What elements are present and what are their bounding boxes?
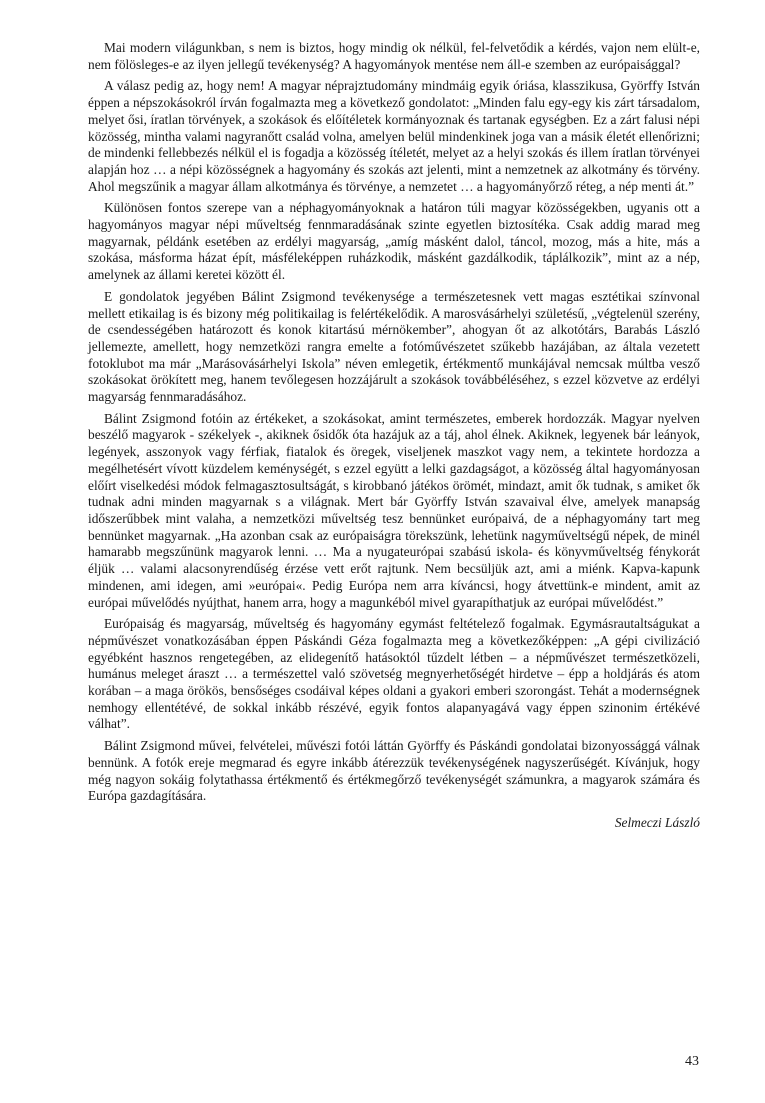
paragraph: E gondolatok jegyében Bálint Zsigmond tevékenysége a természetesnek vett magas esztétikai színvonal mellett etikailag is és bizony még politikailag is felértékelődik. A marosvásárhelyi születésű, „végtelenül szerény, de csendességében határozott és konok kitartású mérnökember”, ahogyan őt az alkotótárs, Barabás László jellemezte, amellett, hogy nemzetközi rangra emelte a fotóművészetet szűkebb hazájában, az általa vezetett fotoklubot ma már „Marásovásárhelyi Iskola” néven emlegetik, értékmentő munkájával nemcsak múltba vesző szokásokat örökített meg, hanem tevőlegesen hozzájárult a szokások továbbéléséhez, s ezzel közvetve az erdélyi magyarság fennmaradásához. — [88, 288, 700, 405]
paragraph: Bálint Zsigmond művei, felvételei, művészi fotói láttán Györffy és Páskándi gondolatai bizonyossággá válnak bennünk. A fotók ereje megmarad és egyre inkább átérezzük tevékenységének nagyszerűségét. Kívánjuk, hogy még nagyon sokáig folytathassa értékmentő és értékmegőrző tevékenységét számunkra, a magyarok számára és Európa gazdagítására. — [88, 738, 700, 804]
paragraph: Európaiság és magyarság, műveltség és hagyomány egymást feltételező fogalmak. Egymásrautaltságukat a népművészet vonatkozásában éppen Páskándi Géza fogalmazta meg a következőképpen: „A gépi civilizáció egyébként hasznos rengetegében, az elidegenítő hatásoktól tűzdelt létben – a népművészet természetközeli, humánus meleget áraszt … a természettel való szövetség megnyerhetőségét hirdetve – épp a holdjárás és atom korában – a maga örökös, bensőséges csodáival képes oldani a gyakori emberi szorongást. Tehát a modernségnek nemhogy ellentétévé, de sokkal inkább részévé, egyik fontos alapanyagává vagy éppen szinonim értékévé válhat”. — [88, 616, 700, 732]
page-number: 43 — [685, 1054, 699, 1069]
paragraph: Különösen fontos szerepe van a néphagyományoknak a határon túli magyar közösségekben, ugyanis ott a hagyományos magyar népi műveltség fennmaradásának szinte egyetlen biztosítéka. Csak addig marad meg magyarnak, példánk esetében az erdélyi magyarság, „amíg másként dalol, táncol, mozog, más a hite, más a szokása, másforma házat épít, másféleképpen ruházkodik, másként gazdálkodik, táplálkozik”, mint az a nép, amelynek az állami keretei között él. — [88, 200, 700, 283]
author-signature: Selmeczi László — [614, 814, 700, 830]
paragraph: Bálint Zsigmond fotóin az értékeket, a szokásokat, amint természetes, emberek hordozzák. Magyar nyelven beszélő magyarok - székelyek -, akiknek ősidők óta hazájuk az a táj, ahol élnek. Akiknek, legyenek bár leányok, legények, asszonyok vagy férfiak, fiatalok és öregek, viseljenek maszkot vagy nem, a tekintete hordozza a megélhetésért vívott küzdelem keménységét, s ezzel együtt a lelki gazdagságot, a közösség által hagyományosan előírt viselkedési módok felmagasztosultságát, s kirobbanó játékos örömét, mindazt, amit ők tudnak, s amiket ők tudnak adni minden magyarnak s a világnak. Mert bár Györffy István szavaival élve, amelyek manapság időszerűbbek mint valaha, a nemzetközi műveltség tesz bennünket európaivá, de a néphagyomány tart meg bennünket magyarnak. „Ha azonban csak az európaiságra törekszünk, lehetünk nagyműveltségű népek, de minél hamarabb megszűnünk magyarok lenni. … Ma a nyugateurópai szabású iskola- és könyvműveltség fénykorát éljük … valami alacsonyrendűség érzése vett erőt rajtunk. Nem becsüljük azt, ami a miénk. Kapva-kapunk mindenen, ami idegen, ami »európai«. Pedig Európa nem arra kíváncsi, hogy átvettünk-e mindent, amit az európai művelődés nyújthat, hanem arra, hogy a magunkéból mivel gyarapíthatjuk az európai művelődést.” — [88, 410, 700, 610]
paragraph: Mai modern világunkban, s nem is biztos, hogy mindig ok nélkül, fel-felvetődik a kérdés, vajon nem elült-e, nem fölösleges-e az ilyen jellegű tevékenység? A hagyományok mentése nem áll-e szemben az európaisággal? — [88, 40, 700, 72]
paragraph: A válasz pedig az, hogy nem! A magyar néprajztudomány mindmáig egyik óriása, klasszikusa, Györffy István éppen a népszokásokról írván fogalmazta meg a következő gondolatot: „Minden falu egy-egy kis zárt társadalom, melyet ősi, íratlan törvények, a szokások és előítéletek kormányoznak és tartanak egységben. Ez a zárt falusi népi közösség, mintha valami nagyranőtt család volna, amelyen belül mindenkinek joga van a másik életét ellenőrizni; de mindenki fellebbezés nélkül el is fogadja a közösség ítéletét, melyet az a helyi szokás és illem íratlan törvényei alapján hoz … a népi közösségnek a hagyomány és szokás azt jelenti, mint a nemzetnek az alkotmány és törvény. Ahol megszűnik a magyar állam alkotmánya és törvénye, a nemzetet … a hagyományőrző réteg, a nép menti át.” — [88, 78, 700, 194]
article-body — [88, 40, 700, 832]
